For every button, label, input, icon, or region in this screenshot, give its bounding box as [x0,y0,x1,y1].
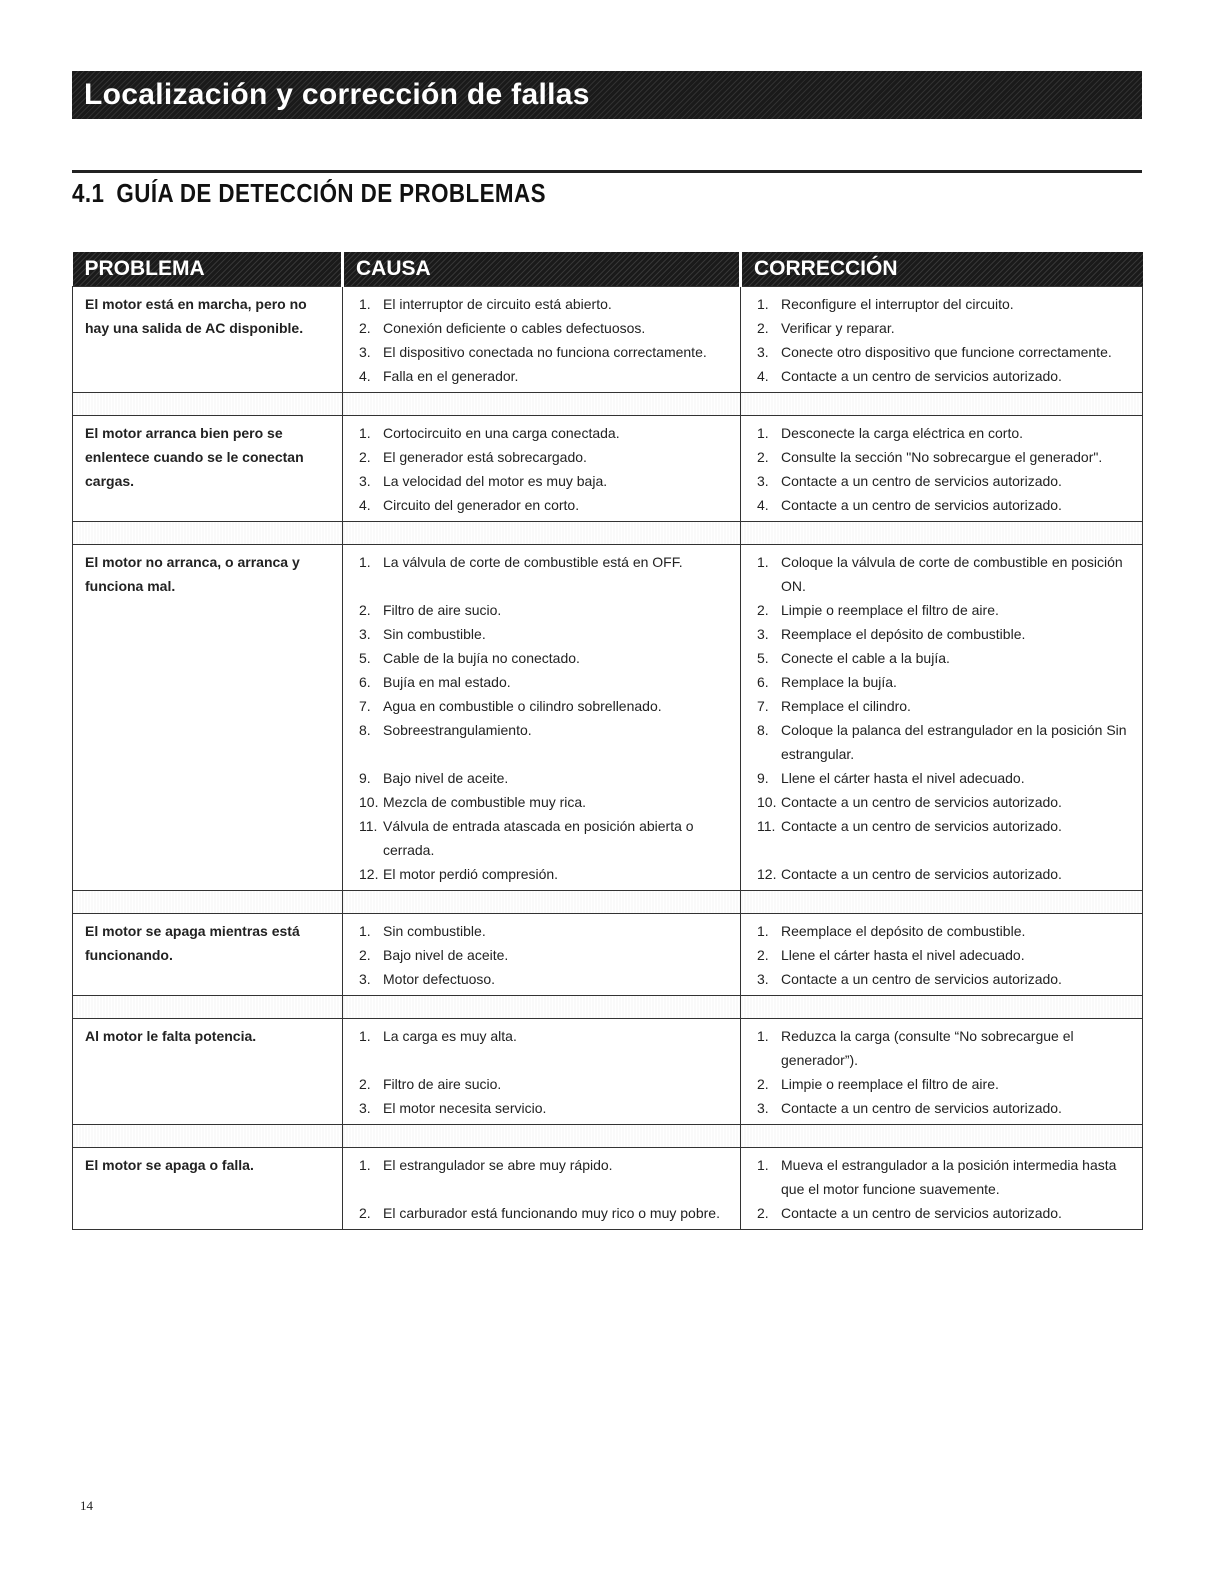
item-number: 1. [757,296,769,312]
cause-item [359,1201,732,1225]
item-number: 3. [757,626,769,642]
correction-cell [741,416,1143,522]
item-text: Limpie o reemplace el filtro de aire. [781,602,999,618]
correction-item [757,670,1134,694]
cause-item [359,550,732,598]
item-number: 9. [359,770,371,786]
item-number: 4. [359,497,371,513]
row-separator [73,1125,1143,1148]
correction-item [757,766,1134,790]
cause-item [359,1024,732,1072]
row-separator [73,996,1143,1019]
cause-cell [343,914,741,996]
item-text: El motor necesita servicio. [383,1100,547,1116]
correction-item [757,814,1134,862]
item-text: Reemplace el depósito de combustible. [781,923,1026,939]
item-text: Contacte a un centro de servicios autorizado. [781,818,1062,834]
item-text: Mezcla de combustible muy rica. [383,794,587,810]
cause-item [359,646,732,670]
cause-item [359,919,732,943]
item-number: 3. [359,344,371,360]
cause-item [359,469,732,493]
cause-item [359,1096,732,1120]
correction-item [757,316,1134,340]
separator-cell [741,393,1143,416]
item-number: 2. [757,947,769,963]
item-number: 3. [757,344,769,360]
item-text: Mueva el estrangulador a la posición intermedia hasta que el motor funcione suavemente. [781,1157,1117,1197]
correction-item [757,1072,1134,1096]
cause-item [359,292,732,316]
cause-item [359,790,732,814]
item-number: 1. [359,296,371,312]
item-number: 4. [359,368,371,384]
item-number: 1. [757,554,769,570]
item-number: 3. [757,971,769,987]
cause-item [359,694,732,718]
correction-item [757,292,1134,316]
cause-item [359,814,732,862]
correction-item [757,967,1134,991]
cause-item [359,421,732,445]
item-number: 2. [757,320,769,336]
row-separator [73,891,1143,914]
item-number: 3. [757,473,769,489]
item-text: Sobreestrangulamiento. [383,722,532,738]
correction-item [757,919,1134,943]
cause-item [359,670,732,694]
item-number: 1. [359,425,371,441]
item-number: 5. [359,650,371,666]
item-text: La velocidad del motor es muy baja. [383,473,608,489]
item-number: 2. [359,320,371,336]
problem-cell: El motor no arranca, o arranca y funciona mal. [73,545,343,891]
cause-item [359,862,732,886]
item-text: Contacte a un centro de servicios autorizado. [781,473,1062,489]
cause-item [359,1153,732,1201]
item-text: La carga es muy alta. [383,1028,517,1044]
chapter-title: Localización y corrección de fallas [84,78,590,111]
item-text: Contacte a un centro de servicios autorizado. [781,971,1062,987]
page-number: 14 [80,1498,93,1513]
item-text: Contacte a un centro de servicios autorizado. [781,497,1062,513]
item-number: 11. [359,818,378,834]
item-number: 6. [757,674,769,690]
item-text: El dispositivo conectada no funciona correctamente. [383,344,707,360]
cause-cell [343,416,741,522]
item-text: El interruptor de circuito está abierto. [383,296,612,312]
separator-cell [73,393,343,416]
cause-cell [343,1148,741,1230]
correction-item [757,1096,1134,1120]
item-number: 1. [757,425,769,441]
item-number: 1. [359,1157,371,1173]
item-text: El generador está sobrecargado. [383,449,587,465]
header-correction: CORRECCIÓN [741,252,1143,287]
item-number: 4. [757,497,769,513]
table-row [73,545,1143,891]
correction-item [757,862,1134,886]
item-text: El motor perdió compresión. [383,866,559,882]
table-header-row [73,252,1143,287]
item-text: Llene el cárter hasta el nivel adecuado. [781,770,1025,786]
item-text: Conecte otro dispositivo que funcione correctamente. [781,344,1112,360]
correction-item [757,1153,1134,1201]
correction-item [757,550,1134,598]
cause-item [359,967,732,991]
correction-cell [741,1148,1143,1230]
item-text: Válvula de entrada atascada en posición abierta o cerrada. [383,818,694,858]
item-text: Bajo nivel de aceite. [383,770,509,786]
item-text: Desconecte la carga eléctrica en corto. [781,425,1024,441]
separator-cell [741,996,1143,1019]
item-number: 2. [757,602,769,618]
item-text: Sin combustible. [383,923,486,939]
correction-item [757,493,1134,517]
item-number: 1. [757,1157,769,1173]
item-number: 11. [757,818,776,834]
item-number: 2. [757,1076,769,1092]
item-text: Limpie o reemplace el filtro de aire. [781,1076,999,1092]
correction-item [757,646,1134,670]
item-text: Filtro de aire sucio. [383,1076,502,1092]
item-text: Conecte el cable a la bujía. [781,650,950,666]
item-text: Consulte la sección "No sobrecargue el generador". [781,449,1103,465]
troubleshooting-table [72,252,1143,1230]
item-number: 2. [757,449,769,465]
row-separator [73,393,1143,416]
item-number: 12. [359,866,379,882]
row-separator [73,522,1143,545]
item-number: 1. [359,554,371,570]
item-number: 12. [757,866,777,882]
item-number: 4. [757,368,769,384]
item-text: El estrangulador se abre muy rápido. [383,1157,613,1173]
cause-item [359,340,732,364]
correction-item [757,694,1134,718]
item-number: 7. [757,698,769,714]
item-text: Contacte a un centro de servicios autorizado. [781,368,1062,384]
item-number: 9. [757,770,769,786]
problem-cell: El motor arranca bien pero se enlentece cuando se le conectan cargas. [73,416,343,522]
section-title: GUÍA DE DETECCIÓN DE PROBLEMAS [116,178,546,208]
correction-item [757,421,1134,445]
item-text: Remplace el cilindro. [781,698,911,714]
table-body [73,287,1143,1230]
correction-item [757,718,1134,766]
item-text: El carburador está funcionando muy rico o muy pobre. [383,1205,720,1221]
problem-cell: El motor se apaga o falla. [73,1148,343,1230]
item-text: Falla en el generador. [383,368,519,384]
item-number: 2. [757,1205,769,1221]
correction-item [757,364,1134,388]
header-cause: CAUSA [343,252,741,287]
item-text: Bajo nivel de aceite. [383,947,509,963]
correction-cell [741,1019,1143,1125]
item-number: 1. [359,923,371,939]
correction-item [757,469,1134,493]
section-rule [72,170,1142,173]
header-problem: PROBLEMA [73,252,343,287]
correction-cell [741,545,1143,891]
item-text: Reduzca la carga (consulte “No sobrecargue el generador”). [781,1028,1074,1068]
correction-cell [741,914,1143,996]
separator-cell [343,891,741,914]
cause-cell [343,545,741,891]
item-number: 6. [359,674,371,690]
item-text: Contacte a un centro de servicios autorizado. [781,1100,1062,1116]
table-row [73,287,1143,393]
table-row [73,914,1143,996]
cause-item [359,598,732,622]
separator-cell [343,393,741,416]
cause-item [359,943,732,967]
table-row [73,1019,1143,1125]
cause-item [359,622,732,646]
separator-cell [343,522,741,545]
item-text: Reemplace el depósito de combustible. [781,626,1026,642]
correction-item [757,340,1134,364]
cause-item [359,1072,732,1096]
item-text: Llene el cárter hasta el nivel adecuado. [781,947,1025,963]
item-text: Circuito del generador en corto. [383,497,580,513]
item-number: 8. [359,722,371,738]
cause-item [359,718,732,766]
correction-item [757,1024,1134,1072]
separator-cell [73,1125,343,1148]
item-number: 1. [757,1028,769,1044]
correction-cell [741,287,1143,393]
separator-cell [343,996,741,1019]
item-text: Coloque la palanca del estrangulador en la posición Sin estrangular. [781,722,1127,762]
item-text: Agua en combustible o cilindro sobrellenado. [383,698,662,714]
item-text: Verificar y reparar. [781,320,895,336]
item-number: 5. [757,650,769,666]
separator-cell [73,891,343,914]
problem-cell: El motor se apaga mientras está funcionando. [73,914,343,996]
cause-item [359,445,732,469]
problem-cell: El motor está en marcha, pero no hay una salida de AC disponible. [73,287,343,393]
item-text: Motor defectuoso. [383,971,496,987]
item-number: 2. [359,602,371,618]
item-text: Bujía en mal estado. [383,674,511,690]
correction-item [757,622,1134,646]
item-number: 2. [359,1205,371,1221]
cause-cell [343,287,741,393]
problem-cell: Al motor le falta potencia. [73,1019,343,1125]
separator-cell [741,522,1143,545]
item-number: 3. [359,473,371,489]
cause-item [359,766,732,790]
item-text: Sin combustible. [383,626,486,642]
cause-cell [343,1019,741,1125]
correction-item [757,1201,1134,1225]
cause-item [359,493,732,517]
item-text: Conexión deficiente o cables defectuosos. [383,320,646,336]
item-text: Filtro de aire sucio. [383,602,502,618]
item-text: Cortocircuito en una carga conectada. [383,425,620,441]
item-text: Contacte a un centro de servicios autorizado. [781,794,1062,810]
item-text: Contacte a un centro de servicios autorizado. [781,866,1062,882]
item-number: 10. [757,794,777,810]
correction-item [757,445,1134,469]
item-number: 3. [359,971,371,987]
cause-item [359,316,732,340]
item-number: 7. [359,698,371,714]
correction-item [757,790,1134,814]
item-number: 2. [359,947,371,963]
item-text: Reconfigure el interruptor del circuito. [781,296,1014,312]
cause-item [359,364,732,388]
item-number: 1. [359,1028,371,1044]
item-number: 1. [757,923,769,939]
item-number: 10. [359,794,379,810]
item-number: 3. [359,1100,371,1116]
separator-cell [73,522,343,545]
separator-cell [343,1125,741,1148]
correction-item [757,598,1134,622]
item-text: Contacte a un centro de servicios autorizado. [781,1205,1062,1221]
item-text: Remplace la bujía. [781,674,897,690]
section-number: 4.1 [72,178,105,208]
table-row [73,416,1143,522]
item-number: 2. [359,449,371,465]
separator-cell [741,891,1143,914]
item-text: Coloque la válvula de corte de combustible en posición ON. [781,554,1123,594]
item-text: La válvula de corte de combustible está en OFF. [383,554,683,570]
item-number: 8. [757,722,769,738]
correction-item [757,943,1134,967]
item-number: 3. [757,1100,769,1116]
separator-cell [741,1125,1143,1148]
chapter-banner [72,71,1142,119]
separator-cell [73,996,343,1019]
table-row [73,1148,1143,1230]
item-text: Cable de la bujía no conectado. [383,650,580,666]
item-number: 2. [359,1076,371,1092]
section-heading [72,178,546,209]
item-number: 3. [359,626,371,642]
